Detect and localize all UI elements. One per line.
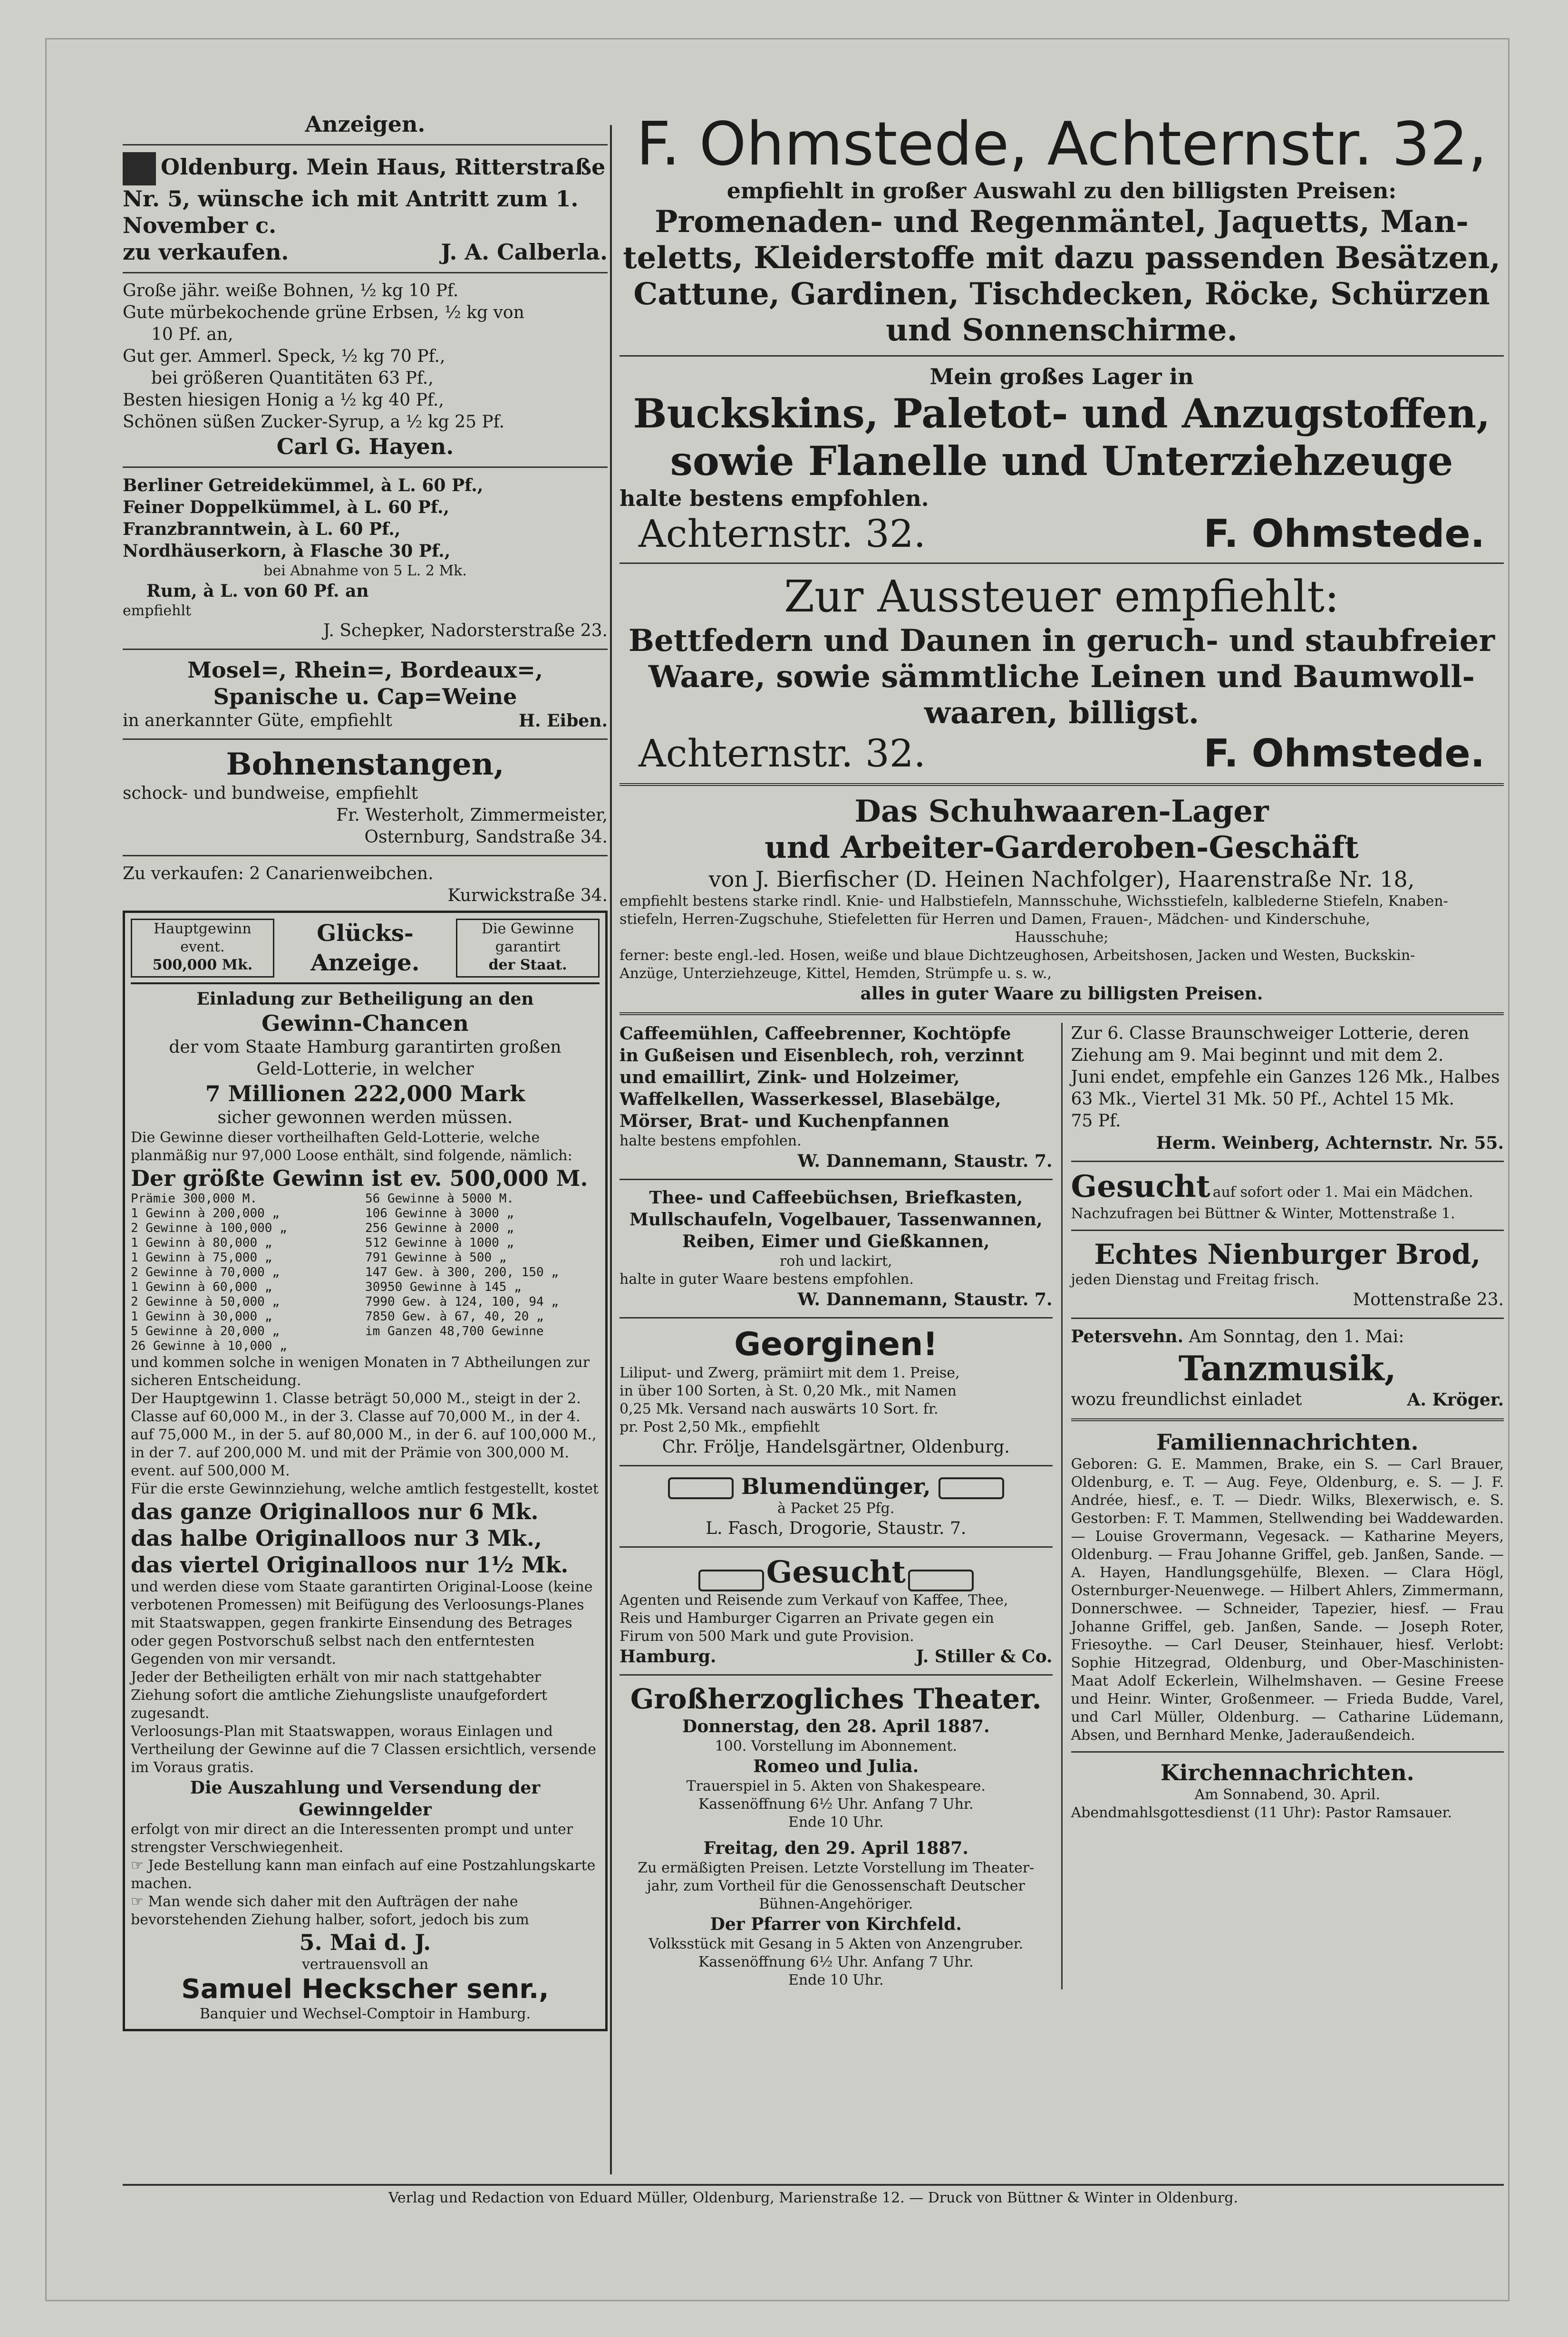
gesucht-maid-ad [1071,1169,1504,1223]
house-ad [123,152,608,265]
theater-line: Ende 10 Uhr. [788,1971,884,1988]
theater-line: Der Pfarrer von Kirchfeld. [710,1914,962,1934]
church-line2: Abendmahlsgottesdienst (11 Uhr): Pastor Ramsauer. [1071,1804,1452,1821]
ohmstede2-addr: Achternstr. 32. [639,512,926,556]
church-line1: Am Sonnabend, 30. April. [1194,1786,1381,1803]
eiben-signer: H. Eiben. [519,711,608,731]
lottery-title-line: Glücks- [317,920,414,947]
eiben-line2: Spanische u. Cap=Weine [213,684,517,709]
schepker-line: Berliner Getreidekümmel, à L. 60 Pf., [123,475,484,495]
lottery-body2: Die Auszahlung und Versendung der Gewinngelder [190,1778,541,1820]
georginen-line: pr. Post 2,50 Mk., empfiehlt [619,1419,820,1435]
divider [1071,1418,1504,1421]
theater-line: Romeo und Julia. [753,1756,919,1776]
left-column [123,111,608,2170]
hayen-ad [123,280,608,460]
tanz-line: wozu freundlichst einladet [1071,1390,1302,1409]
divider [1071,1318,1504,1319]
lottery-invite-line: Gewinn-Chancen [261,1010,469,1036]
lottery-body2: ☞ Man wende sich daher mit den Aufträgen der nahe bevorstehenden Ziehung halber, sofort, jedoch bis zum [131,1893,529,1928]
gesucht2-line: Agenten und Reisende zum Verkauf von Kaffee, Thee, [619,1591,1008,1609]
prize-row: 106 Gewinne à 3000 „ [365,1206,514,1221]
divider [1071,1161,1504,1162]
lottery-biggest: Der größte Gewinn ist ev. 500,000 M. [131,1165,588,1191]
bierfischer-body: Anzüge, Unterziehzeuge, Kittel, Hemden, Strümpfe u. s. w., [619,965,1052,982]
prize-row: 7990 Gew. à 124, 100, 94 „ [365,1295,559,1309]
divider [619,562,1504,564]
newspaper-page [45,38,1510,2301]
bierfischer-title2: und Arbeiter-Garderoben-Geschäft [765,830,1359,865]
right-column [619,111,1504,2170]
ohmstede2-intro: Mein großes Lager in [929,364,1194,389]
ohmstede-title: F. Ohmstede, Achternstr. 32, [636,111,1487,179]
lottery-intro: Die Gewinne dieser vortheilhaften Geld-Lotterie, welche planmäßig nur 97,000 Loose enthält, sind folgende, nämlich: [131,1129,572,1164]
bierfischer-closing: alles in guter Waare zu billigsten Preisen. [860,984,1263,1004]
weinberg-firm: Herm. Weinberg, Achternstr. Nr. 55. [1156,1133,1504,1153]
ohmstede2-line2: sowie Flanelle und Unterziehzeuge [670,437,1453,485]
gesucht2-title: Gesucht [766,1554,906,1590]
prize-col-left [131,1192,365,1354]
gesucht-agents-ad [619,1554,1053,1668]
bierfischer-body: ferner: beste engl.-led. Hosen, weiße und blaue Dichtzeughosen, Arbeitshosen, Jacken und Westen, Buckskin- [619,947,1415,964]
divider [619,1179,1053,1180]
prize-row: im Ganzen 48,700 Gewinne [365,1324,544,1338]
prize-row: Prämie 300,000 M. [131,1192,258,1206]
brod-addr: Mottenstraße 23. [1353,1290,1504,1309]
lottery-right-line: garantirt [495,939,561,955]
lottery-body: und kommen solche in wenigen Monaten in 7 Abtheilungen zur sicheren Entscheidung. [131,1354,590,1389]
lottery-body: Der Hauptgewinn 1. Classe beträgt 50,000 M., steigt in der 2. Classe auf 60,000 M., in der 3. Classe auf 70,000 M., in der 4. auf 75,000 M., in der 5. auf 80,000 M., in der 6. auf 100,000 M., in der 7. auf 200,000 M. und mit der Prämie von 300,000 M. event. auf 500,000 M. [131,1390,597,1479]
lottery-right-line: Die Gewinne [481,921,574,937]
brod-line: jeden Dienstag und Freitag frisch. [1071,1271,1319,1288]
lottery-body2: und werden diese vom Staate garantirten Original-Loose (keine verbotenen Promessen) mit Beifügung des Verloosungs-Planes mit Staatswappen, gegen frankirte Einsendung des Betrages oder gegen Postvorschuß selbst nach den entferntesten Gegenden von mir versandt. [131,1579,593,1668]
eiben-ad [123,657,608,732]
bierfischer-ad [619,794,1504,1005]
tanz-title: Tanzmusik, [1178,1348,1396,1388]
lottery-body2: Verloosungs-Plan mit Staatswappen, woraus Einlagen und Vertheilung der Gewinne auf die 7 Classen ersichtlich, versende im Voraus gratis. [131,1723,596,1776]
ohmstede3-line: Bettfedern und Daunen in geruch- und staubfreier [628,623,1495,659]
schepker-line: bei Abnahme von 5 L. 2 Mk. [263,562,467,579]
tanz-ad [1071,1326,1504,1411]
schepker-line: empfiehlt [123,602,192,619]
lottery-firm: Samuel Heckscher senr., [181,1974,549,2005]
prize-table [131,1192,600,1354]
georginen-line: 0,25 Mk. Versand nach auswärts 10 Sort. fr. [619,1401,939,1417]
westerholt-ad [123,747,608,848]
schepker-line: Franzbranntwein, à L. 60 Pf., [123,519,401,539]
hayen-line: Gut ger. Ammerl. Speck, ½ kg 70 Pf., [123,347,445,366]
theater-line: Kassenöffnung 6½ Uhr. Anfang 7 Uhr. [698,1953,974,1970]
divider [123,144,608,145]
prize-row: 1 Gewinn à 30,000 „ [131,1309,272,1324]
divider [123,466,608,468]
dannemann1-line: Mörser, Brat- und Kuchenpfannen [619,1111,949,1131]
divider [1071,1751,1504,1753]
divider [619,355,1504,357]
weinberg-line: Ziehung am 9. Mai beginnt und mit dem 2. [1071,1046,1444,1065]
divider [619,1674,1053,1676]
split-left [619,1023,1063,1989]
split-columns [619,1023,1504,1989]
georginen-ad [619,1325,1053,1458]
lottery-price: das ganze Originalloos nur 6 Mk. [131,1499,539,1524]
ohmstede-ad-2 [619,363,1504,556]
prize-row: 791 Gewinne à 500 „ [365,1251,507,1265]
prize-row: 30950 Gewinne à 145 „ [365,1280,522,1294]
theater-line: Volksstück mit Gesang in 5 Akten von Anzengruber. [648,1935,1024,1952]
schepker-ad [123,475,608,642]
ohmstede3-line: waaren, billigst. [924,695,1200,731]
prize-row: 1 Gewinn à 80,000 „ [131,1236,272,1250]
lottery-invite-line: der vom Staate Hamburg garantirten großen [169,1038,561,1057]
prize-row: 7850 Gew. à 67, 40, 20 „ [365,1309,544,1324]
fasch-title: Blumendünger, [741,1474,931,1499]
prize-row: 512 Gewinne à 1000 „ [365,1236,514,1250]
prize-row: 256 Gewinne à 2000 „ [365,1221,514,1235]
divider [123,649,608,650]
westerholt-line1: schock- und bundweise, empfiehlt [123,784,418,803]
lottery-deadline: 5. Mai d. J. [299,1930,431,1955]
lottery-header [131,919,600,984]
column-rule [610,125,612,2174]
schepker-signer: J. Schepker, Nadorsterstraße 23. [323,621,608,640]
lottery-price: das viertel Originalloos nur 1½ Mk. [131,1552,569,1578]
hayen-line: Besten hiesigen Honig a ½ kg 40 Pf., [123,390,444,410]
prize-row: 2 Gewinne à 50,000 „ [131,1295,280,1309]
canary-ad [123,863,608,907]
ohmstede-line: Promenaden- und Regenmäntel, Jaquetts, Man- [655,204,1469,240]
lottery-trust: vertrauensvoll an [301,1956,429,1973]
family-text: Geboren: G. E. Mammen, Brake, ein S. — Carl Brauer, Oldenburg, e. T. — Aug. Feye, Oldenburg, e. S. — J. F. Andrée, hiesf., e. T. — Diedr. Wilks, Blexerwisch, e. S. Gestorben: F. T. Mammen, Stellwending bei Waddewarden. — Louise Grovermann, Vegesack. — Katharine Meyers, Oldenburg. — Frau Johanne Griffel, geb. Janßen, Sande. — A. Hayen, Handlungsgehülfe, Blexen. — Clara Högl, Osternburger-Neuenwege. — Hilbert Ahlers, Zimmermann, Donnerschwee. — Schneider, Tapezier, hiesf. — Frau Johanne Griffel, geb. Janßen, Sande. — Joseph Roter, Friesoythe. — Carl Deuser, Steinhauer, hiesf. Verlobt: Sophie Hitzegrad, Oldenburg, und Ober-Maschinisten-Maat Adolf Eckerlein, Wilhelmshaven. — Gesine Freese und Heinr. Winter, Großenmeer. — Frieda Budde, Varel, und Carl Müller, Oldenburg. — Catharine Lüdemann, Absen, und Bernhard Menke, Jaderaußendeich. [1071,1456,1504,1744]
lottery-invite-line: Geld-Lotterie, in welcher [256,1059,474,1079]
gesucht2-firm: J. Stiller & Co. [916,1646,1053,1667]
lottery-ad [123,911,608,2031]
pointing-hand-icon [668,1477,734,1499]
family-news [1071,1429,1504,1745]
divider [1071,1230,1504,1231]
prize-col-right [365,1192,600,1354]
georginen-firm: Chr. Frölje, Handelsgärtner, Oldenburg. [662,1437,1010,1457]
divider [123,738,608,740]
theater-date-2: Freitag, den 29. April 1887. [703,1838,968,1858]
weinberg-line: 63 Mk., Viertel 31 Mk. 50 Pf., Achtel 15 Mk. [1071,1089,1454,1109]
ohmstede-line: Cattune, Gardinen, Tischdecken, Röcke, Schürzen [633,276,1490,312]
prize-row: 1 Gewinn à 200,000 „ [131,1206,280,1221]
split-right [1063,1023,1504,1989]
lottery-price: das halbe Originalloos nur 3 Mk., [131,1525,542,1551]
theater-line: Kassenöffnung 6½ Uhr. Anfang 7 Uhr. [698,1795,974,1813]
schepker-line: Nordhäuserkorn, à Flasche 30 Pf., [123,541,451,561]
dannemann1-line: Waffelkellen, Wasserkessel, Blasebälge, [619,1089,1001,1109]
schepker-line: Feiner Doppelkümmel, à L. 60 Pf., [123,497,450,517]
gesucht1-text: auf sofort oder 1. Mai ein Mädchen. Nachzufragen bei Büttner & Winter, Mottenstraße 1. [1071,1184,1473,1222]
dannemann1-line: Caffeemühlen, Caffeebrenner, Kochtöpfe [619,1024,1011,1044]
lottery-left-line: Hauptgewinn [154,921,252,937]
lottery-invite-line: Einladung zur Betheiligung an den [196,989,534,1009]
georginen-title: Georginen! [734,1326,938,1363]
ohmstede2-line1: Buckskins, Paletot- und Anzugstoffen, [633,390,1491,437]
house-icon [123,152,156,185]
gesucht2-place: Hamburg. [619,1646,716,1667]
schepker-line: Rum, à L. von 60 Pf. an [146,581,369,601]
fasch-ad [619,1473,1053,1540]
house-text: Oldenburg. Mein Haus, Ritterstraße Nr. 5, wünsche ich mit Antritt zum 1. November c. [123,154,606,238]
lottery-invite-line: 7 Millionen 222,000 Mark [205,1081,525,1106]
fasch-line: à Packet 25 Pfg. [777,1500,895,1517]
dannemann2-line: halte in guter Waare bestens empfohlen. [619,1271,914,1288]
pointing-hand-icon [939,1477,1004,1499]
brod-title: Echtes Nienburger Brod, [1094,1238,1481,1270]
lottery-invite [131,988,600,1129]
ohmstede2-firm: F. Ohmstede. [1203,512,1485,556]
dannemann2-line: Thee- und Caffeebüchsen, Briefkasten, [649,1188,1023,1208]
westerholt-title: Bohnenstangen, [226,747,504,782]
pointing-hand-icon [908,1570,974,1591]
weinberg-line: Zur 6. Classe Braunschweiger Lotterie, deren [1071,1024,1470,1043]
church-title: Kirchennachrichten. [1160,1760,1414,1785]
theater-line: Ende 10 Uhr. [788,1813,884,1831]
divider [619,1012,1504,1015]
georginen-line: Liliput- und Zwerg, prämiirt mit dem 1. Preise, [619,1365,960,1381]
bierfischer-body: Hausschuhe; [1015,929,1109,946]
canary-line2: Kurwickstraße 34. [447,886,608,905]
lottery-body2: ☞ Jede Bestellung kann man einfach auf eine Postzahlungskarte machen. [131,1857,596,1892]
ohmstede3-firm: F. Ohmstede. [1203,731,1485,776]
fasch-firm: L. Fasch, Drogorie, Staustr. 7. [706,1519,967,1538]
ads-heading: Anzeigen. [305,111,426,137]
prize-row: 1 Gewinn à 75,000 „ [131,1251,272,1265]
lottery-title-line: Anzeige. [310,950,420,976]
dannemann2-line: Reiben, Eimer und Gießkannen, [682,1232,990,1251]
dannemann2-line: Mullschaufeln, Vogelbauer, Tassenwannen, [629,1210,1043,1230]
theater-line: Zu ermäßigten Preisen. Letzte Vorstellung im Theater- [638,1859,1035,1876]
ohmstede-ad-3 [619,571,1504,776]
theater-date-1: Donnerstag, den 28. April 1887. [682,1716,990,1736]
lottery-body2: Jeder der Betheiligten erhält von mir nach stattgehabter Ziehung sofort die amtliche Ziehungsliste unaufgefordert zugesandt. [131,1669,547,1722]
dannemann2-firm: W. Dannemann, Staustr. 7. [797,1290,1053,1309]
ohmstede-ad-1 [619,111,1504,349]
westerholt-line2: Fr. Westerholt, Zimmermeister, [336,805,608,825]
divider [619,1317,1053,1319]
ohmstede-line: und Sonnenschirme. [886,312,1238,348]
theater-ad [619,1682,1053,1989]
hayen-signer: Carl G. Hayen. [276,434,454,459]
hayen-line: Schönen süßen Zucker-Syrup, a ½ kg 25 Pf. [123,412,505,432]
prize-row: 26 Gewinne à 10,000 „ [131,1339,287,1353]
theater-title: Großherzogliches Theater. [630,1682,1042,1715]
bierfischer-title1: Das Schuhwaaren-Lager [854,794,1269,829]
prize-row: 5 Gewinne à 20,000 „ [131,1324,280,1338]
theater-line: jahr, zum Vortheil für die Genossenschaft Deutscher [647,1877,1025,1894]
prize-row: 1 Gewinn à 60,000 „ [131,1280,272,1294]
divider [619,1465,1053,1466]
theater-line: Trauerspiel in 5. Akten von Shakespeare. [686,1777,986,1794]
family-title: Familiennachrichten. [1156,1429,1419,1455]
gesucht1-word: Gesucht [1071,1169,1210,1204]
bierfischer-body: empfiehlt bestens starke rindl. Knie- und Halbstiefeln, Mannsschuhe, Wichsstiefeln, kalblederne Stiefeln, Knaben- [619,893,1448,910]
weinberg-line: 75 Pf. [1071,1111,1121,1131]
divider [619,1546,1053,1548]
hayen-line: Gute mürbekochende grüne Erbsen, ½ kg von [123,303,524,322]
lottery-right-line: der Staat. [488,957,567,973]
imprint-footer: Verlag und Redaction von Eduard Müller, Oldenburg, Marienstraße 12. — Druck von Büttner & Winter in Oldenburg. [123,2184,1504,2206]
hayen-line: bei größeren Quantitäten 63 Pf., [151,368,434,388]
tanz-date: Am Sonntag, den 1. Mai: [1189,1327,1404,1347]
theater-line: 100. Vorstellung im Abonnement. [715,1737,957,1755]
canary-line1: Zu verkaufen: 2 Canarienweibchen. [123,864,434,883]
church-news [1071,1759,1504,1822]
lottery-right-box [456,919,600,978]
lottery-left-line: event. [180,939,225,955]
tanz-place: Petersvehn. [1071,1327,1183,1347]
weinberg-line: Juni endet, empfehle ein Ganzes 126 Mk., Halbes [1071,1067,1500,1087]
lottery-left-box [131,919,274,978]
divider [123,855,608,856]
ohmstede-sub: empfiehlt in großer Auswahl zu den billigsten Preisen: [726,178,1397,204]
lottery-invite-line: sicher gewonnen werden müssen. [217,1108,513,1127]
dannemann-ad-2 [619,1187,1053,1310]
pointing-hand-icon [698,1570,764,1591]
brod-ad [1071,1238,1504,1311]
house-tail: zu verkaufen. [123,239,289,265]
ohmstede-line: teletts, Kleiderstoffe mit dazu passenden Besätzen, [623,240,1500,276]
bierfischer-firm: von J. Bierfischer (D. Heinen Nachfolger), Haarenstraße Nr. 18, [708,866,1415,892]
ohmstede3-line: Waare, sowie sämmtliche Leinen und Baumwoll- [648,659,1475,695]
dannemann1-tail: halte bestens empfohlen. [619,1133,802,1149]
eiben-line3: in anerkannter Güte, empfiehlt [123,711,392,730]
ohmstede3-title: Zur Aussteuer empfiehlt: [784,571,1339,622]
divider [619,783,1504,786]
weinberg-ad [1071,1023,1504,1154]
prize-row: 2 Gewinne à 70,000 „ [131,1265,280,1280]
ohmstede3-addr: Achternstr. 32. [639,731,926,776]
lottery-left-line: 500,000 Mk. [152,957,253,973]
divider [123,272,608,273]
hayen-line: Große jähr. weiße Bohnen, ½ kg 10 Pf. [123,281,459,301]
lottery-firm-sub: Banquier und Wechsel-Comptoir in Hamburg. [199,2006,531,2022]
dannemann-ad-1 [619,1023,1053,1172]
gesucht2-line: Firum von 500 Mark und gute Provision. [619,1628,914,1645]
bierfischer-body: stiefeln, Herren-Zugschuhe, Stiefeletten für Herren und Damen, Frauen-, Mädchen- und Kinderschuhe, [619,911,1370,928]
hayen-line: 10 Pf. an, [151,325,233,344]
ohmstede2-line3: halte bestens empfohlen. [619,485,929,511]
dannemann1-line: in Gußeisen und Eisenblech, roh, verzinnt [619,1046,1024,1066]
lottery-title [311,919,420,978]
prize-row: 147 Gew. à 300, 200, 150 „ [365,1265,559,1280]
eiben-line1: Mosel=, Rhein=, Bordeaux=, [187,657,543,683]
lottery-body: Für die erste Gewinnziehung, welche amtlich festgestellt, kostet [131,1481,599,1497]
westerholt-line3: Osternburg, Sandstraße 34. [364,827,608,847]
georginen-line: in über 100 Sorten, à St. 0,20 Mk., mit Namen [619,1383,957,1399]
dannemann1-line: und emaillirt, Zink- und Holzeimer, [619,1067,960,1087]
lottery-body2: erfolgt von mir direct an die Interessenten prompt und unter strengster Verschwiegenheit. [131,1821,573,1856]
tanz-signer: A. Kröger. [1407,1390,1504,1410]
prize-row: 56 Gewinne à 5000 M. [365,1192,514,1206]
dannemann2-line: roh und lackirt, [779,1253,892,1270]
theater-line: Bühnen-Angehöriger. [759,1895,913,1912]
gesucht2-line: Reis und Hamburger Cigarren an Private gegen ein [619,1610,994,1627]
dannemann1-firm: W. Dannemann, Staustr. 7. [797,1151,1053,1171]
house-signer: J. A. Calberla. [441,239,608,265]
prize-row: 2 Gewinne à 100,000 „ [131,1221,287,1235]
